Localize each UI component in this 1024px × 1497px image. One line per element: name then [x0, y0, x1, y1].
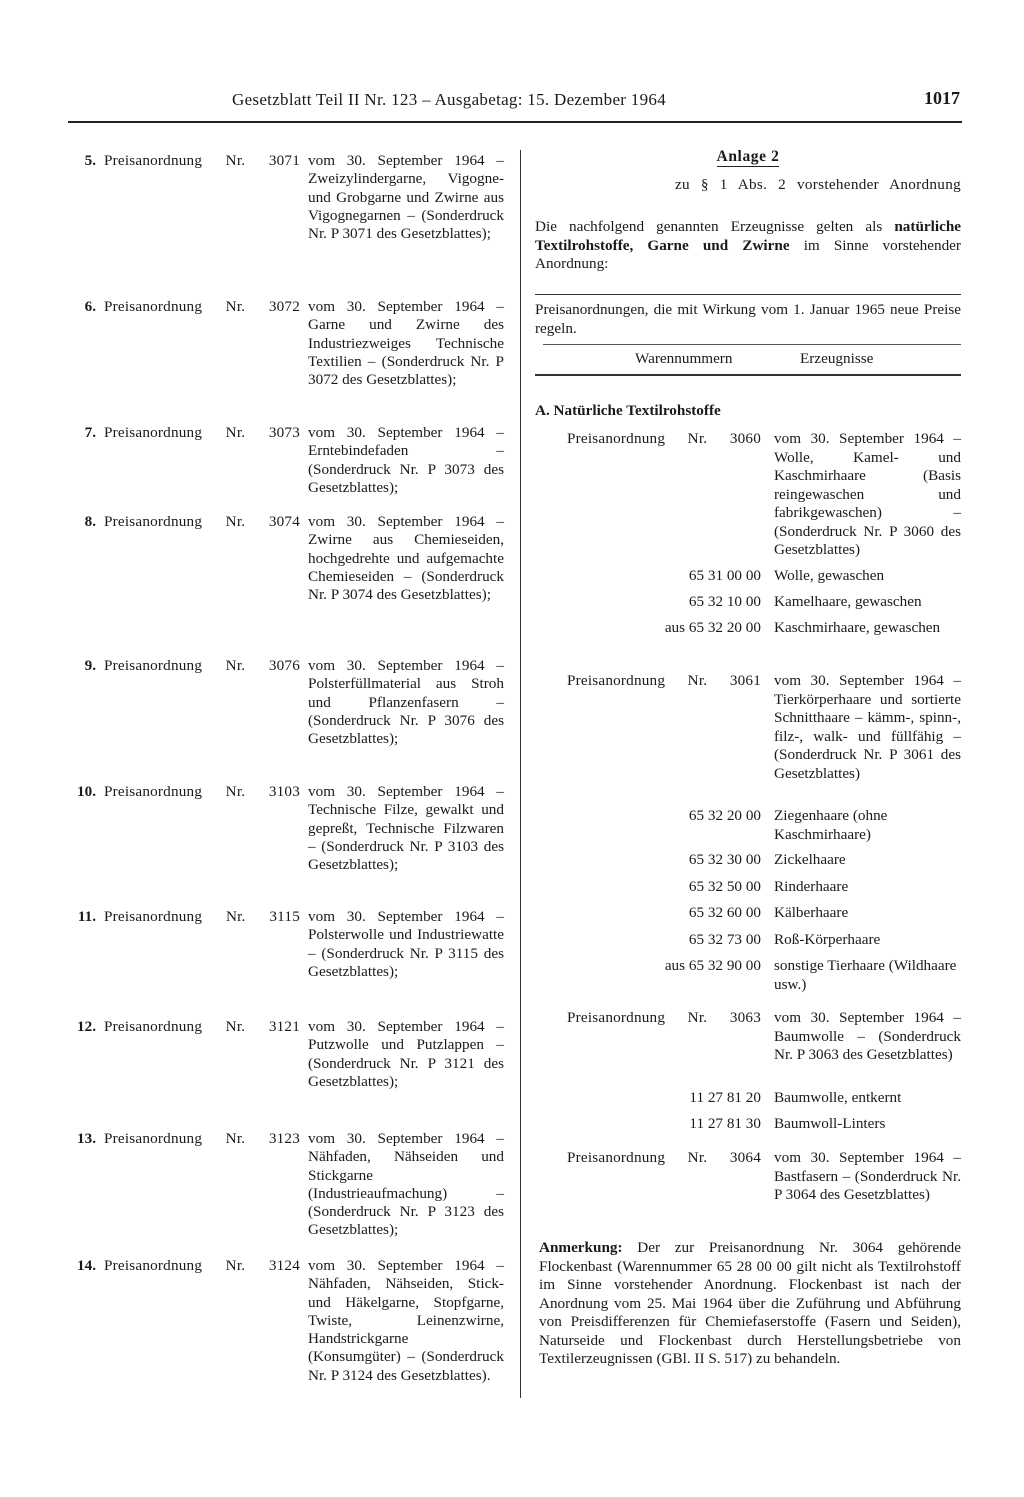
row-label: aus 65 32 90 00	[664, 957, 761, 974]
column-header-warennummern: Warennummern	[635, 350, 733, 367]
row-label: 65 31 00 00	[688, 567, 761, 584]
row-text: Rinderhaare	[774, 878, 849, 895]
scope-text: Preisanordnungen, die mit Wirkung vom 1. Januar 1965 neue Preise regeln.	[535, 301, 961, 337]
row-label: 65 32 10 00	[688, 593, 761, 610]
divider	[535, 294, 961, 295]
row-text: Ziegenhaare (ohne Kaschmirhaare)	[774, 807, 888, 843]
entry-ordinance: Preisanordnung Nr. 3074	[104, 513, 300, 530]
entry-description: vom 30. September 1964 – Putzwolle und Putzlappen – (Sonderdruck Nr. P 3121 des Gesetzblattes);	[308, 1018, 504, 1090]
row-label: 65 32 73 00	[688, 931, 761, 948]
row-text: Zickelhaare	[774, 851, 846, 868]
entry-description: vom 30. September 1964 – Garne und Zwirne des Industriezweiges Technische Textilien – (Sonderdruck Nr. P 3072 des Gesetzblattes);	[308, 298, 504, 389]
row-label: Preisanordnung Nr. 3063	[567, 1009, 761, 1026]
entry-number: 12.	[77, 1018, 96, 1035]
row-label: Preisanordnung Nr. 3064	[567, 1149, 761, 1166]
row-text: Kälberhaare	[774, 904, 849, 921]
row-text: Baumwolle, entkernt	[774, 1089, 902, 1106]
row-text: Kamelhaare, gewaschen	[774, 593, 922, 610]
entry-description: vom 30. September 1964 – Zwirne aus Chemieseiden, hochgedrehte und aufgemachte Chemieseiden – (Sonderdruck Nr. P 3074 des Gesetzblattes);	[308, 513, 504, 604]
entry-ordinance: Preisanordnung Nr. 3115	[104, 908, 300, 925]
header-title: Gesetzblatt Teil II Nr. 123 – Ausgabetag: 15. Dezember 1964	[232, 90, 667, 109]
entry-ordinance: Preisanordnung Nr. 3103	[104, 783, 300, 800]
row-label: 11 27 81 20	[689, 1089, 761, 1106]
row-text: vom 30. September 1964 – Bastfasern – (Sonderdruck Nr. P 3064 des Gesetzblattes)	[774, 1149, 961, 1203]
annex-title: Anlage 2	[716, 148, 780, 165]
entry-description: vom 30. September 1964 – Zweizylindergarne, Vigogne- und Grobgarne und Zwirne aus Vigognegarnen – (Sonderdruck Nr. P 3071 des Gesetzblattes);	[308, 152, 504, 243]
section-heading: A. Natürliche Textilrohstoffe	[535, 402, 721, 419]
entry-ordinance: Preisanordnung Nr. 3076	[104, 657, 300, 674]
row-text: Wolle, gewaschen	[774, 567, 885, 584]
row-text: vom 30. September 1964 – Baumwolle – (Sonderdruck Nr. P 3063 des Gesetzblattes)	[774, 1009, 961, 1063]
entry-ordinance: Preisanordnung Nr. 3072	[104, 298, 300, 315]
row-text: Kaschmirhaare, gewaschen	[774, 619, 941, 636]
entry-number: 14.	[77, 1257, 96, 1274]
row-text: Roß-Körperhaare	[774, 931, 881, 948]
row-text: Baumwoll-Linters	[774, 1115, 886, 1132]
annex-intro: Die nachfolgend genannten Erzeugnisse gelten als natürliche Textilrohstoffe, Garne und Zwirne im Sinne vorstehender Anordnung:	[535, 218, 962, 272]
row-label: 11 27 81 30	[689, 1115, 761, 1132]
row-label: 65 32 30 00	[688, 851, 761, 868]
entry-number: 13.	[77, 1130, 96, 1147]
page-number: 1017	[924, 88, 960, 108]
entry-description: vom 30. September 1964 – Polsterwolle und Industriewatte – (Sonderdruck Nr. P 3115 des Gesetzblattes);	[308, 908, 504, 980]
entry-ordinance: Preisanordnung Nr. 3124	[104, 1257, 300, 1274]
annex-reference: zu § 1 Abs. 2 vorstehender Anordnung	[675, 176, 961, 193]
note-text: Der zur Preisanordnung Nr. 3064 gehörende Flockenbast (Warennummer 65 28 00 00 gilt nicht als Textilrohstoff im Sinne vorstehender Anordnung. Flockenbast ist nach der Anordnung vom 25. Mai 1964 über die Zuführung und Abführung von Preisdifferenzen für Chemiefaserstoffe (Fasern und Seiden), Naturseide und Flockenbast durch Herstellungsbetriebe von Textilerzeugnissen (GBl. II S. 517) zu behandeln.	[539, 1239, 961, 1367]
entry-description: vom 30. September 1964 – Polsterfüllmaterial aus Stroh und Pflanzenfasern – (Sonderdruck Nr. P 3076 des Gesetzblattes);	[308, 657, 504, 748]
entry-description: vom 30. September 1964 – Nähfaden, Nähseiden, Stick- und Häkelgarne, Stopfgarne, Twiste, Leinenzwirne, Handstrickgarne (Konsumgüter) – (Sonderdruck Nr. P 3124 des Gesetzblattes).	[308, 1257, 504, 1384]
entry-number: 6.	[84, 298, 96, 315]
entry-description: vom 30. September 1964 – Erntebindefaden – (Sonderdruck Nr. P 3073 des Gesetzblattes);	[308, 424, 504, 496]
header-rule	[68, 121, 962, 123]
entry-ordinance: Preisanordnung Nr. 3121	[104, 1018, 300, 1035]
table-header	[535, 350, 961, 370]
row-text: sonstige Tierhaare (Wildhaare usw.)	[774, 957, 957, 993]
row-text: vom 30. September 1964 – Wolle, Kamel- und Kaschmirhaare (Basis reingewaschen und fabrikgewaschen) – (Sonderdruck Nr. P 3060 des Gesetzblattes)	[774, 430, 961, 558]
page-header	[70, 88, 962, 114]
row-label: 65 32 20 00	[688, 807, 761, 824]
divider	[543, 344, 961, 345]
row-label: aus 65 32 20 00	[664, 619, 761, 636]
entry-description: vom 30. September 1964 – Nähfaden, Nähseiden und Stickgarne (Industrieaufmachung) – (Sonderdruck Nr. P 3123 des Gesetzblattes);	[308, 1130, 504, 1239]
entry-number: 9.	[84, 657, 96, 674]
column-divider	[520, 150, 521, 1398]
row-label: 65 32 60 00	[688, 904, 761, 921]
entry-number: 7.	[84, 424, 96, 441]
row-label: Preisanordnung Nr. 3061	[567, 672, 761, 689]
note-lead: Anmerkung:	[539, 1239, 623, 1256]
entry-ordinance: Preisanordnung Nr. 3071	[104, 152, 300, 169]
entry-number: 11.	[77, 908, 96, 925]
entry-ordinance: Preisanordnung Nr. 3073	[104, 424, 300, 441]
entry-number: 5.	[84, 152, 96, 169]
divider	[535, 374, 961, 376]
entry-description: vom 30. September 1964 – Technische Filze, gewalkt und gepreßt, Technische Filzwaren – (Sonderdruck Nr. P 3103 des Gesetzblattes);	[308, 783, 504, 874]
entry-number: 8.	[84, 513, 96, 530]
entry-ordinance: Preisanordnung Nr. 3123	[104, 1130, 300, 1147]
row-label: 65 32 50 00	[688, 878, 761, 895]
annotation-note	[539, 1239, 961, 1369]
row-text: vom 30. September 1964 – Tierkörperhaare und sortierte Schnitthaare – kämm-, spinn-, filz-, walk- und füllfähig – (Sonderdruck Nr. P 3061 des Gesetzblattes)	[774, 672, 961, 782]
entry-number: 10.	[77, 783, 96, 800]
column-header-erzeugnisse: Erzeugnisse	[800, 350, 874, 367]
row-label: Preisanordnung Nr. 3060	[567, 430, 761, 447]
